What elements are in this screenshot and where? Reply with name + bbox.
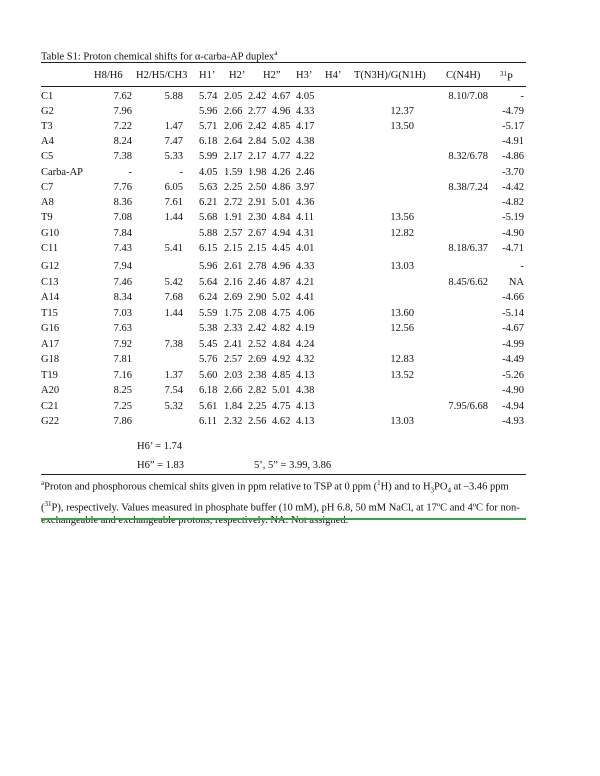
footnote-sub-4: 4	[447, 486, 451, 495]
cell-imino: 12.37	[390, 106, 414, 117]
cell-h2-h5-ch3: 7.61	[164, 197, 183, 208]
header-h2-h5-ch3: H2/H5/CH3	[136, 70, 188, 81]
footnote-text-3: PO	[434, 481, 448, 493]
cell-h2pp: 2.15	[248, 243, 267, 254]
cell-h3p: 4.85	[272, 121, 291, 132]
cell-h1p: 5.74	[199, 91, 218, 102]
cell-h2p: 2.72	[224, 197, 243, 208]
residue-label: T15	[41, 308, 58, 319]
footnote-sup-31: 31	[44, 499, 52, 508]
cell-h4p: 4.19	[296, 323, 315, 334]
cell-h4p: 4.22	[296, 151, 315, 162]
residue-label: C11	[41, 243, 59, 254]
cell-h3p: 4.26	[272, 167, 291, 178]
footnote-underline-rule	[41, 518, 526, 520]
cell-h1p: 6.21	[199, 197, 218, 208]
cell-h1p: 5.71	[199, 121, 218, 132]
table-row	[0, 306, 600, 321]
residue-label: G2	[41, 106, 54, 117]
cell-h2-h5-ch3: 6.05	[164, 182, 183, 193]
table-row	[0, 337, 600, 352]
table-row	[0, 210, 600, 225]
cell-h2pp: 2.91	[248, 197, 267, 208]
cell-h3p: 4.87	[272, 277, 291, 288]
cell-h2-h5-ch3: 1.44	[164, 212, 183, 223]
cell-h1p: 5.99	[199, 151, 218, 162]
cell-h1p: 6.11	[199, 416, 217, 427]
cell-h4p: 4.36	[296, 197, 315, 208]
cell-h8-h6: 7.38	[113, 151, 132, 162]
cell-h4p: 4.32	[296, 354, 315, 365]
cell-h1p: 5.76	[199, 354, 218, 365]
residue-label: C13	[41, 277, 59, 288]
cell-h2pp: 2.69	[248, 354, 267, 365]
cell-h1p: 6.18	[199, 385, 218, 396]
cell-h2-h5-ch3: 5.41	[164, 243, 183, 254]
cell-phosphorus: -4.90	[502, 228, 524, 239]
table-row	[0, 165, 600, 180]
cell-h2p: 2.06	[224, 121, 243, 132]
footnote-sub-3: 3	[430, 486, 435, 495]
cell-h4p: 4.33	[296, 106, 315, 117]
residue-label: A17	[41, 339, 60, 350]
cell-phosphorus: -5.17	[502, 121, 524, 132]
cell-h3p: 5.02	[272, 136, 291, 147]
extra-h6p: H6’ = 1.74	[137, 441, 183, 452]
cell-phosphorus: -5.14	[502, 308, 524, 319]
cell-h3p: 4.77	[272, 151, 291, 162]
cell-h2pp: 2.82	[248, 385, 267, 396]
cell-h2-h5-ch3: 5.42	[164, 277, 183, 288]
cell-h2p: 2.16	[224, 277, 243, 288]
cell-h8-h6: 7.08	[113, 212, 132, 223]
cell-h4p: 4.31	[296, 228, 315, 239]
table-row	[0, 275, 600, 290]
cell-h4p: 4.13	[296, 370, 315, 381]
cell-h2-h5-ch3: -	[179, 167, 183, 178]
table-row	[0, 195, 600, 210]
header-h2p: H2’	[229, 70, 246, 81]
cell-h3p: 4.96	[272, 106, 291, 117]
header-phosphorus-isotope: 31	[500, 70, 507, 78]
table-row	[0, 241, 600, 256]
cell-h2p: 2.69	[224, 292, 243, 303]
cell-phosphorus: -4.67	[502, 323, 524, 334]
residue-label: T9	[41, 212, 53, 223]
cell-h2-h5-ch3: 5.88	[164, 91, 183, 102]
cell-h4p: 4.41	[296, 292, 315, 303]
cell-h3p: 4.82	[272, 323, 291, 334]
cell-h8-h6: 7.76	[113, 182, 132, 193]
residue-label: G12	[41, 261, 60, 272]
table-row	[0, 399, 600, 414]
cell-phosphorus: -4.93	[502, 416, 524, 427]
cell-h4p: 4.13	[296, 416, 315, 427]
cell-phosphorus: -4.66	[502, 292, 524, 303]
cell-imino: 12.56	[390, 323, 414, 334]
cell-h8-h6: 8.25	[113, 385, 132, 396]
cell-amino: 8.10/7.08	[448, 91, 488, 102]
cell-h4p: 4.21	[296, 277, 315, 288]
cell-amino: 8.32/6.78	[448, 151, 488, 162]
footnote-text-2: H) and to H	[380, 481, 431, 493]
cell-h2pp: 2.30	[248, 212, 267, 223]
table-row	[0, 89, 600, 104]
cell-h4p: 4.11	[296, 212, 314, 223]
cell-h2p: 2.17	[224, 151, 243, 162]
cell-h3p: 4.86	[272, 182, 291, 193]
cell-h1p: 5.63	[199, 182, 218, 193]
cell-phosphorus: -4.79	[502, 106, 524, 117]
header-amino: C(N4H)	[446, 70, 481, 81]
residue-label: C1	[41, 91, 54, 102]
cell-h4p: 4.17	[296, 121, 315, 132]
cell-h2p: 2.57	[224, 228, 243, 239]
residue-label: C7	[41, 182, 54, 193]
header-phosphorus-label: P	[507, 72, 513, 84]
cell-amino: 8.45/6.62	[448, 277, 488, 288]
cell-h2p: 2.25	[224, 182, 243, 193]
cell-h2pp: 2.46	[248, 277, 267, 288]
cell-imino: 13.50	[390, 121, 414, 132]
cell-h2-h5-ch3: 7.54	[164, 385, 183, 396]
residue-label: A4	[41, 136, 54, 147]
cell-h8-h6: 7.86	[113, 416, 132, 427]
cell-h3p: 4.62	[272, 416, 291, 427]
cell-h2p: 2.66	[224, 385, 243, 396]
cell-h8-h6: 7.81	[113, 354, 132, 365]
caption-suffix: -carba-AP duplex	[200, 51, 275, 63]
cell-h3p: 4.94	[272, 228, 291, 239]
header-h4p: H4’	[325, 70, 342, 81]
residue-label: A14	[41, 292, 60, 303]
cell-h1p: 5.60	[199, 370, 218, 381]
table-row	[0, 259, 600, 274]
cell-h4p: 4.24	[296, 339, 315, 350]
cell-imino: 13.56	[390, 212, 414, 223]
cell-h8-h6: 7.16	[113, 370, 132, 381]
cell-h2p: 1.91	[224, 212, 243, 223]
table-row	[0, 180, 600, 195]
cell-h2pp: 2.17	[248, 151, 267, 162]
cell-h1p: 5.38	[199, 323, 218, 334]
cell-imino: 13.52	[390, 370, 414, 381]
cell-h1p: 5.59	[199, 308, 218, 319]
cell-h2p: 2.61	[224, 261, 243, 272]
cell-h1p: 5.64	[199, 277, 218, 288]
cell-phosphorus: -4.71	[502, 243, 524, 254]
footnote-text-1: Proton and phosphorous chemical shits given in ppm relative to TSP at 0 ppm (	[44, 481, 378, 493]
cell-h3p: 4.84	[272, 212, 291, 223]
residue-label: Carba-AP	[41, 167, 83, 178]
cell-h2-h5-ch3: 1.44	[164, 308, 183, 319]
cell-h1p: 6.18	[199, 136, 218, 147]
residue-label: G16	[41, 323, 60, 334]
cell-phosphorus: -4.94	[502, 401, 524, 412]
cell-h8-h6: 8.36	[113, 197, 132, 208]
cell-h8-h6: 7.22	[113, 121, 132, 132]
cell-phosphorus: -3.70	[502, 167, 524, 178]
cell-h2p: 2.33	[224, 323, 243, 334]
cell-h1p: 5.68	[199, 212, 218, 223]
cell-amino: 8.18/6.37	[448, 243, 488, 254]
cell-h8-h6: 7.96	[113, 106, 132, 117]
cell-h8-h6: 7.92	[113, 339, 132, 350]
cell-imino: 12.83	[390, 354, 414, 365]
cell-amino: 7.95/6.68	[448, 401, 488, 412]
cell-h2-h5-ch3: 7.47	[164, 136, 183, 147]
table-row	[0, 414, 600, 429]
header-h1p: H1’	[199, 70, 216, 81]
table-row	[0, 226, 600, 241]
cell-amino: 8.38/7.24	[448, 182, 488, 193]
cell-h2p: 2.32	[224, 416, 243, 427]
table-row	[0, 119, 600, 134]
cell-h1p: 5.96	[199, 106, 218, 117]
cell-h2pp: 2.42	[248, 121, 267, 132]
residue-label: G18	[41, 354, 60, 365]
cell-h8-h6: 7.25	[113, 401, 132, 412]
residue-label: T19	[41, 370, 58, 381]
residue-label: A8	[41, 197, 54, 208]
cell-h3p: 4.75	[272, 401, 291, 412]
caption-footnote-marker: a	[274, 49, 278, 57]
header-h3p: H3’	[296, 70, 313, 81]
cell-h2pp: 2.77	[248, 106, 267, 117]
cell-h4p: 4.05	[296, 91, 315, 102]
cell-h2pp: 2.38	[248, 370, 267, 381]
cell-h1p: 6.15	[199, 243, 218, 254]
cell-h2p: 1.59	[224, 167, 243, 178]
cell-h8-h6: 8.34	[113, 292, 132, 303]
cell-h3p: 4.85	[272, 370, 291, 381]
cell-phosphorus: NA	[508, 277, 524, 288]
cell-h2-h5-ch3: 1.47	[164, 121, 183, 132]
residue-label: G10	[41, 228, 60, 239]
footnote-marker: a	[41, 479, 45, 487]
cell-h1p: 5.88	[199, 228, 218, 239]
footnote-text-5: P), respectively. Values measured in phosphate buffer (10 mM), pH 6.8, 50 mM NaCl, at 17ºC and 4ºC for non-exchangeable and exchangeable protons, respectively. NA: Not assigned.	[41, 502, 520, 527]
table-row	[0, 290, 600, 305]
cell-h3p: 4.84	[272, 339, 291, 350]
cell-h2pp: 2.56	[248, 416, 267, 427]
table-row	[0, 149, 600, 164]
cell-h4p: 4.06	[296, 308, 315, 319]
cell-phosphorus: -5.26	[502, 370, 524, 381]
residue-label: A20	[41, 385, 60, 396]
cell-phosphorus: -4.99	[502, 339, 524, 350]
cell-h3p: 4.92	[272, 354, 291, 365]
cell-h1p: 5.61	[199, 401, 218, 412]
residue-label: C21	[41, 401, 59, 412]
cell-phosphorus: -	[520, 91, 524, 102]
cell-h3p: 5.02	[272, 292, 291, 303]
cell-h1p: 6.24	[199, 292, 218, 303]
cell-phosphorus: -4.49	[502, 354, 524, 365]
residue-label: G22	[41, 416, 60, 427]
extra-h5-shifts: 5’, 5” = 3.99, 3.86	[254, 460, 332, 471]
cell-phosphorus: -4.82	[502, 197, 524, 208]
cell-h2pp: 2.50	[248, 182, 267, 193]
cell-phosphorus: -5.19	[502, 212, 524, 223]
cell-h2p: 2.57	[224, 354, 243, 365]
cell-h4p: 4.01	[296, 243, 315, 254]
table-row	[0, 321, 600, 336]
cell-imino: 13.60	[390, 308, 414, 319]
cell-h2pp: 2.67	[248, 228, 267, 239]
cell-h1p: 4.05	[199, 167, 218, 178]
cell-h2pp: 2.25	[248, 401, 267, 412]
header-h2pp: H2”	[263, 70, 281, 81]
cell-h2pp: 2.08	[248, 308, 267, 319]
cell-h8-h6: 7.63	[113, 323, 132, 334]
cell-h8-h6: 8.24	[113, 136, 132, 147]
cell-h3p: 4.67	[272, 91, 291, 102]
cell-h2pp: 2.90	[248, 292, 267, 303]
header-imino: T(N3H)/G(N1H)	[354, 70, 426, 81]
cell-h3p: 5.01	[272, 197, 291, 208]
residue-label: C5	[41, 151, 54, 162]
table-row	[0, 383, 600, 398]
cell-h8-h6: 7.46	[113, 277, 132, 288]
cell-h2-h5-ch3: 1.37	[164, 370, 183, 381]
cell-h2pp: 2.84	[248, 136, 267, 147]
cell-h8-h6: 7.03	[113, 308, 132, 319]
cell-phosphorus: -4.86	[502, 151, 524, 162]
cell-h8-h6: 7.43	[113, 243, 132, 254]
cell-h2-h5-ch3: 5.33	[164, 151, 183, 162]
cell-phosphorus: -4.91	[502, 136, 524, 147]
cell-h1p: 5.45	[199, 339, 218, 350]
cell-h2pp: 1.98	[248, 167, 267, 178]
cell-imino: 12.82	[390, 228, 414, 239]
cell-h1p: 5.96	[199, 261, 218, 272]
cell-h8-h6: 7.62	[113, 91, 132, 102]
cell-h2-h5-ch3: 7.38	[164, 339, 183, 350]
cell-h4p: 4.38	[296, 136, 315, 147]
cell-phosphorus: -4.42	[502, 182, 524, 193]
table-row	[0, 352, 600, 367]
caption-alpha: α	[194, 51, 201, 63]
cell-imino: 13.03	[390, 261, 414, 272]
cell-h2p: 2.05	[224, 91, 243, 102]
cell-h8-h6: 7.84	[113, 228, 132, 239]
cell-h2pp: 2.52	[248, 339, 267, 350]
cell-h3p: 4.75	[272, 308, 291, 319]
cell-phosphorus: -	[520, 261, 524, 272]
table-bottom-rule	[41, 474, 526, 475]
table-row	[0, 368, 600, 383]
cell-h2p: 1.75	[224, 308, 243, 319]
caption-prefix: Table S1: Proton chemical shifts for	[41, 51, 195, 63]
cell-h2p: 2.03	[224, 370, 243, 381]
footnote-text-4: at –3.46 ppm (	[41, 481, 509, 514]
cell-h3p: 5.01	[272, 385, 291, 396]
cell-h3p: 4.45	[272, 243, 291, 254]
cell-h4p: 4.33	[296, 261, 315, 272]
cell-h2p: 2.41	[224, 339, 243, 350]
cell-h4p: 2.46	[296, 167, 315, 178]
header-h8-h6: H8/H6	[94, 70, 123, 81]
cell-h3p: 4.96	[272, 261, 291, 272]
table-row	[0, 134, 600, 149]
cell-h8-h6: -	[128, 167, 132, 178]
cell-phosphorus: -4.90	[502, 385, 524, 396]
cell-h2pp: 2.78	[248, 261, 267, 272]
cell-h2p: 2.15	[224, 243, 243, 254]
cell-h2p: 1.84	[224, 401, 243, 412]
cell-h2pp: 2.42	[248, 91, 267, 102]
table-row	[0, 104, 600, 119]
cell-imino: 13.03	[390, 416, 414, 427]
footnote-sup-1: 1	[377, 479, 381, 487]
cell-h2p: 2.66	[224, 106, 243, 117]
cell-h2pp: 2.42	[248, 323, 267, 334]
extra-h6pp: H6” = 1.83	[137, 460, 185, 471]
cell-h2-h5-ch3: 7.68	[164, 292, 183, 303]
cell-h4p: 3.97	[296, 182, 315, 193]
cell-h4p: 4.38	[296, 385, 315, 396]
cell-h2-h5-ch3: 5.32	[164, 401, 183, 412]
residue-label: T3	[41, 121, 53, 132]
cell-h8-h6: 7.94	[113, 261, 132, 272]
cell-h4p: 4.13	[296, 401, 315, 412]
cell-h2p: 2.64	[224, 136, 243, 147]
